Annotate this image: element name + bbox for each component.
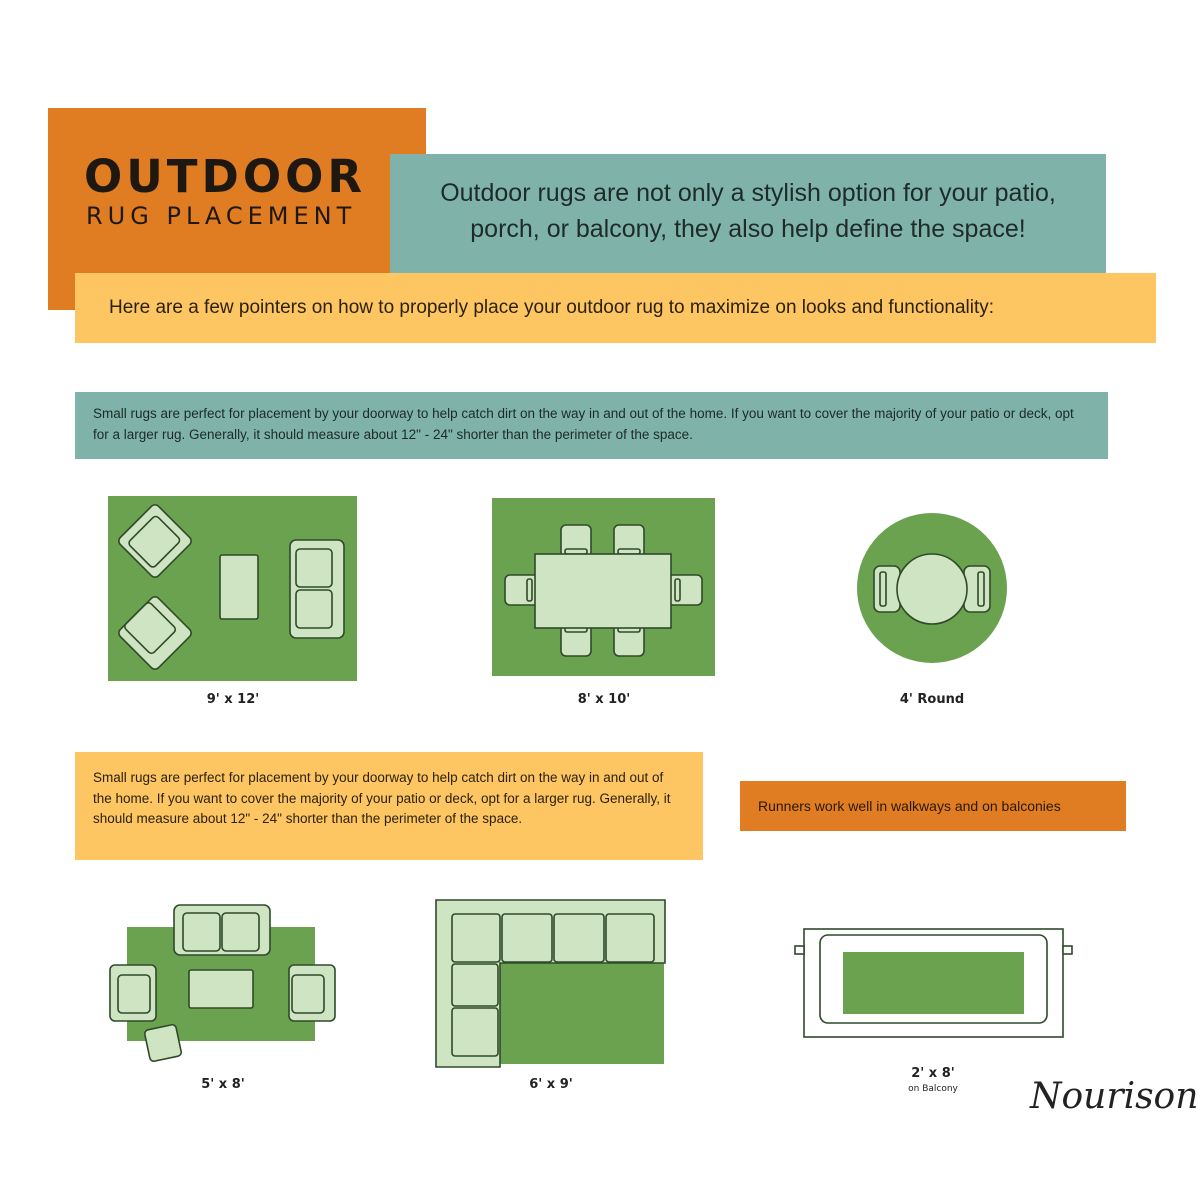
- rug-size-label: 6' x 9': [529, 1077, 573, 1092]
- ottoman-icon: [144, 1024, 182, 1062]
- tip-bottom-right: Runners work well in walkways and on balconies: [740, 781, 1126, 831]
- rug-9x12-diagram: [108, 496, 357, 681]
- dining-chair-icon: [668, 575, 702, 605]
- coffee-table-icon: [220, 555, 258, 619]
- brand-logo: Nourison: [1030, 1076, 1199, 1117]
- sofa-icon: [174, 905, 270, 955]
- rug-5x8-diagram: [110, 905, 335, 1062]
- round-table-icon: [897, 554, 967, 624]
- rug-4-round-diagram: [857, 513, 1007, 663]
- rug-size-label: 9' x 12': [206, 692, 260, 707]
- page-title: OUTDOOR: [84, 150, 367, 203]
- rug-size-label: 8' x 10': [577, 692, 631, 707]
- dining-chair-icon: [874, 566, 900, 612]
- armchair-icon: [289, 965, 335, 1021]
- dining-table-icon: [535, 554, 671, 628]
- rug-size-label: 2' x 8': [911, 1066, 955, 1081]
- rug-size-note: on Balcony: [908, 1084, 958, 1094]
- rug-6x9-diagram: [436, 900, 665, 1067]
- rug-2x8-diagram: [795, 929, 1072, 1037]
- sofa-icon: [290, 540, 344, 638]
- dining-chair-icon: [505, 575, 539, 605]
- tip-bottom-left: Small rugs are perfect for placement by your doorway to help catch dirt on the way in and out of the home. If you want to cover the majority of your patio or deck, opt for a larger rug. Generally, it should measure about 12" - 24" shorter than the perimeter of the space.: [75, 752, 703, 860]
- dining-chair-icon: [964, 566, 990, 612]
- coffee-table-icon: [189, 970, 253, 1008]
- intro-text: Outdoor rugs are not only a stylish option for your patio, porch, or balcony, they also help define the space!: [390, 154, 1106, 282]
- tip-top: Small rugs are perfect for placement by your doorway to help catch dirt on the way in and out of the home. If you want to cover the majority of your patio or deck, opt for a larger rug. Generally, it should measure about 12" - 24" shorter than the perimeter of the space.: [75, 392, 1108, 459]
- page-subtitle: RUG PLACEMENT: [86, 202, 357, 230]
- rug-size-label: 5' x 8': [201, 1077, 245, 1092]
- pointer-bar: Here are a few pointers on how to properly place your outdoor rug to maximize on looks and functionality:: [75, 273, 1156, 343]
- rug-8x10-diagram: [492, 498, 715, 676]
- armchair-icon: [110, 965, 156, 1021]
- rug-2x8: [843, 952, 1024, 1014]
- rug-size-label: 4' Round: [899, 692, 965, 707]
